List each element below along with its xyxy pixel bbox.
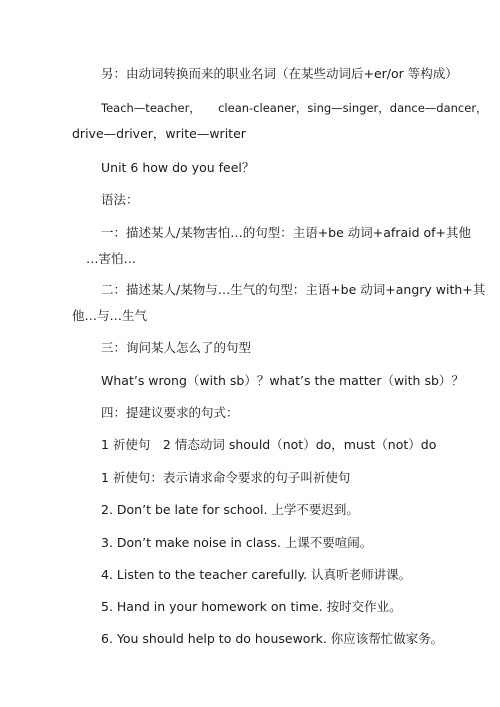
text-line: Teach—teacher， clean-cleaner，sing—singer，dance—dancer， — [101, 101, 488, 115]
text-line: 二：描述某人/某物与…生气的句型：主语+be 动词+angry with+其 — [101, 282, 486, 297]
text-line: What’s wrong（with sb）？what’s the matter（with sb）？ — [101, 373, 464, 388]
text-line: 4. Listen to the teacher carefully. 认真听老师讲课。 — [101, 567, 412, 582]
text-line: 1 祈使句：表示请求命令要求的句子叫祈使句 — [101, 470, 351, 485]
text-line: 3. Don’t make noise in class. 上课不要喧闹。 — [101, 535, 373, 550]
text-line: 他…与…生气 — [72, 308, 148, 323]
text-line: 6. You should help to do housework. 你应该帮忙做家务。 — [101, 631, 444, 646]
text-line: 四：提建议要求的句式： — [101, 405, 239, 420]
text-line: Unit 6 how do you feel？ — [101, 160, 255, 175]
text-line: 语法： — [101, 192, 139, 207]
text-line: 2. Don’t be late for school. 上学不要迟到。 — [101, 502, 359, 517]
text-line: 三：询问某人怎么了的句型 — [101, 340, 252, 355]
text-line: 另：由动词转换而来的职业名词（在某些动词后+er/or 等构成） — [101, 66, 458, 81]
text-line: drive—driver，write—writer — [72, 126, 246, 141]
text-line: 1 祈使句 2 情态动词 should（not）do，must（not）do — [101, 437, 437, 452]
text-line: 一：描述某人/某物害怕…的句型：主语+be 动词+afraid of+其他 — [101, 225, 472, 240]
text-line: 5. Hand in your homework on time. 按时交作业。 — [101, 599, 402, 614]
text-line: …害怕… — [86, 251, 137, 266]
